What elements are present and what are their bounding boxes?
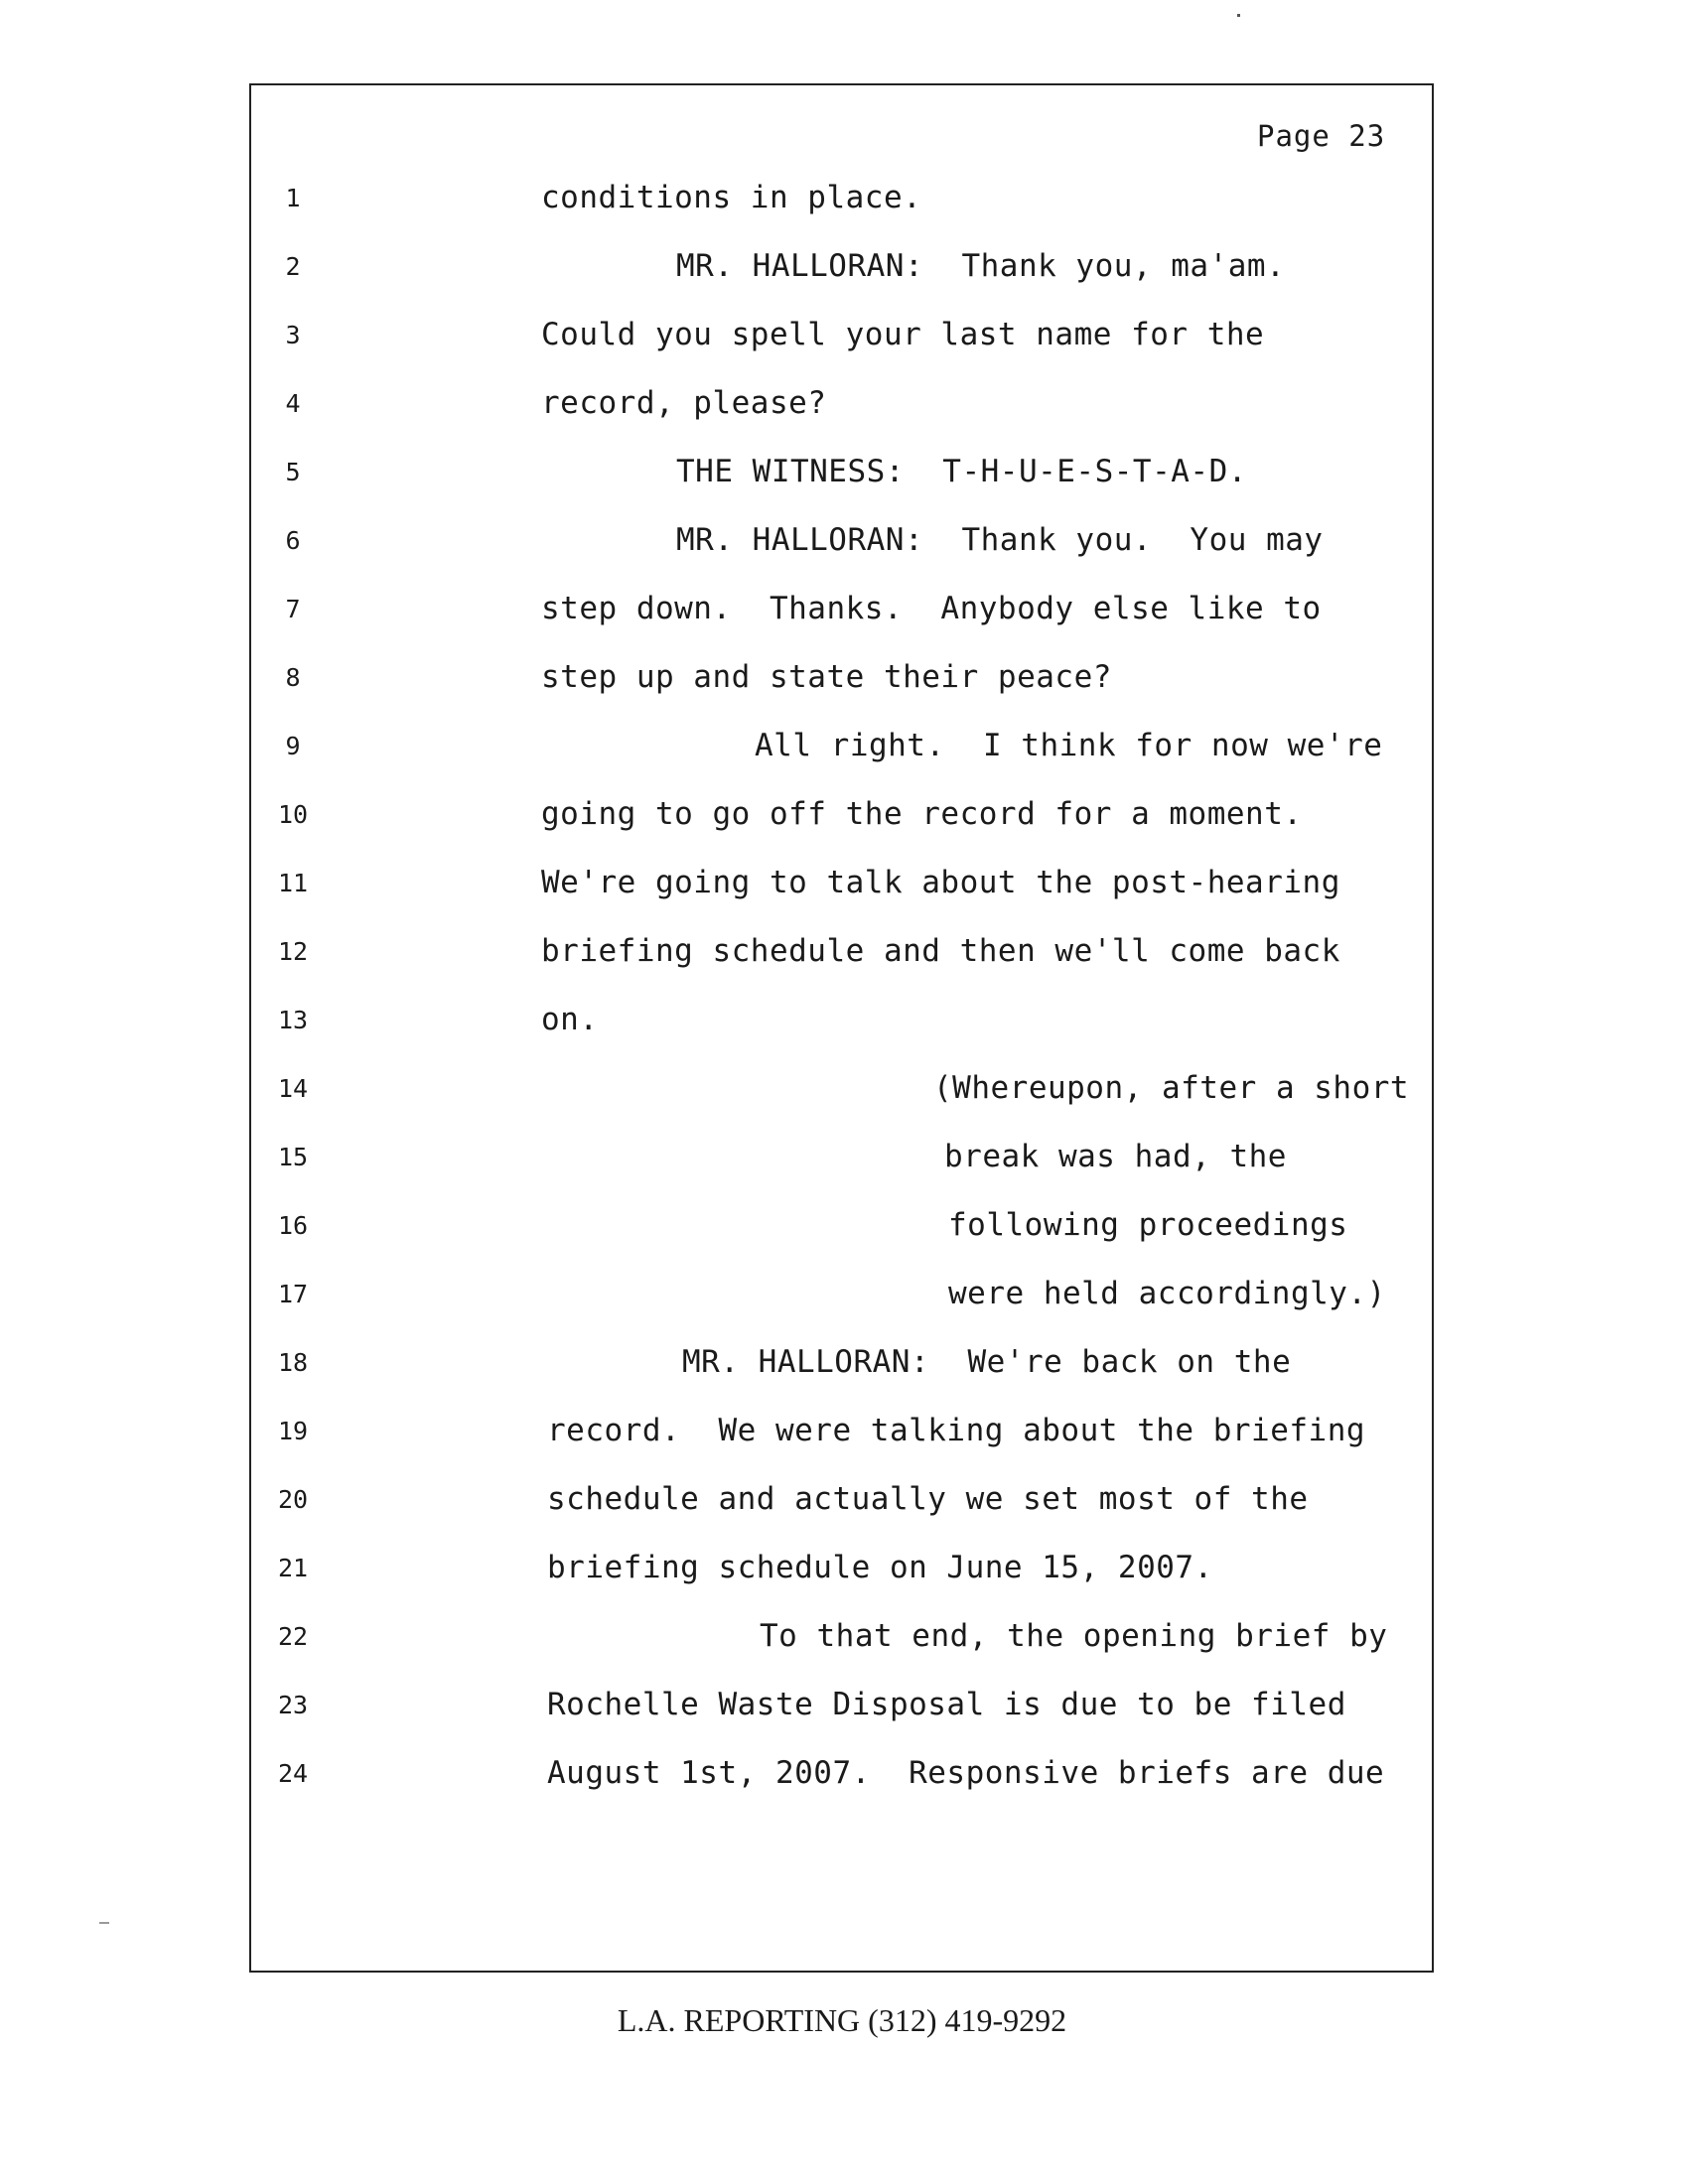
line-number: 8 [285,663,301,692]
line-number: 20 [277,1485,309,1514]
transcript-line: MR. HALLORAN: Thank you. You may [676,522,1324,558]
reporter-footer: L.A. REPORTING (312) 419-9292 [617,2002,1067,2038]
scan-speck [1237,14,1240,17]
line-number: 5 [285,458,301,486]
line-number: 1 [285,184,301,212]
line-number: 4 [285,389,301,418]
scan-margin-mark [99,1922,109,1924]
transcript-line: MR. HALLORAN: Thank you, ma'am. [676,248,1286,284]
line-number: 2 [285,252,301,281]
line-number: 15 [277,1143,309,1171]
line-number: 24 [277,1759,309,1788]
transcript-line: step down. Thanks. Anybody else like to [541,591,1322,626]
transcript-line: following proceedings [948,1207,1348,1243]
page-number: Page 23 [1257,119,1386,153]
transcript-line: Could you spell your last name for the [541,317,1265,352]
transcript-line: We're going to talk about the post-hearing [541,865,1340,900]
transcript-line: going to go off the record for a moment. [541,796,1303,832]
transcript-line: conditions in place. [541,180,922,215]
transcript-line: schedule and actually we set most of the [547,1481,1309,1517]
transcript-line: were held accordingly.) [948,1276,1386,1311]
line-number: 22 [277,1622,309,1651]
transcript-line: (Whereupon, after a short [933,1070,1410,1106]
transcript-line: break was had, the [944,1139,1287,1174]
transcript-line: record, please? [541,385,827,421]
transcript-line: To that end, the opening brief by [760,1618,1388,1654]
line-number: 7 [285,595,301,623]
transcript-line: step up and state their peace? [541,659,1112,695]
transcript-line: Rochelle Waste Disposal is due to be filed [547,1687,1346,1722]
transcript-line: briefing schedule and then we'll come back [541,933,1340,969]
transcript-line: August 1st, 2007. Responsive briefs are due [547,1755,1385,1791]
transcript-line: on. [541,1002,599,1037]
transcript-line: MR. HALLORAN: We're back on the [682,1344,1292,1380]
line-number: 23 [277,1691,309,1719]
line-number: 16 [277,1211,309,1240]
line-number: 18 [277,1348,309,1377]
line-number: 10 [277,800,309,829]
line-number: 14 [277,1074,309,1103]
line-number: 12 [277,937,309,966]
line-number: 13 [277,1006,309,1034]
line-number: 19 [277,1417,309,1445]
line-number: 21 [277,1554,309,1582]
transcript-line: briefing schedule on June 15, 2007. [547,1550,1213,1585]
line-number: 11 [277,869,309,897]
transcript-line: All right. I think for now we're [755,728,1383,763]
line-number: 3 [285,321,301,349]
transcript-line: record. We were talking about the briefing [547,1413,1366,1448]
line-number: 6 [285,526,301,555]
line-number: 17 [277,1280,309,1308]
transcript-line: THE WITNESS: T-H-U-E-S-T-A-D. [676,454,1247,489]
line-number: 9 [285,732,301,760]
